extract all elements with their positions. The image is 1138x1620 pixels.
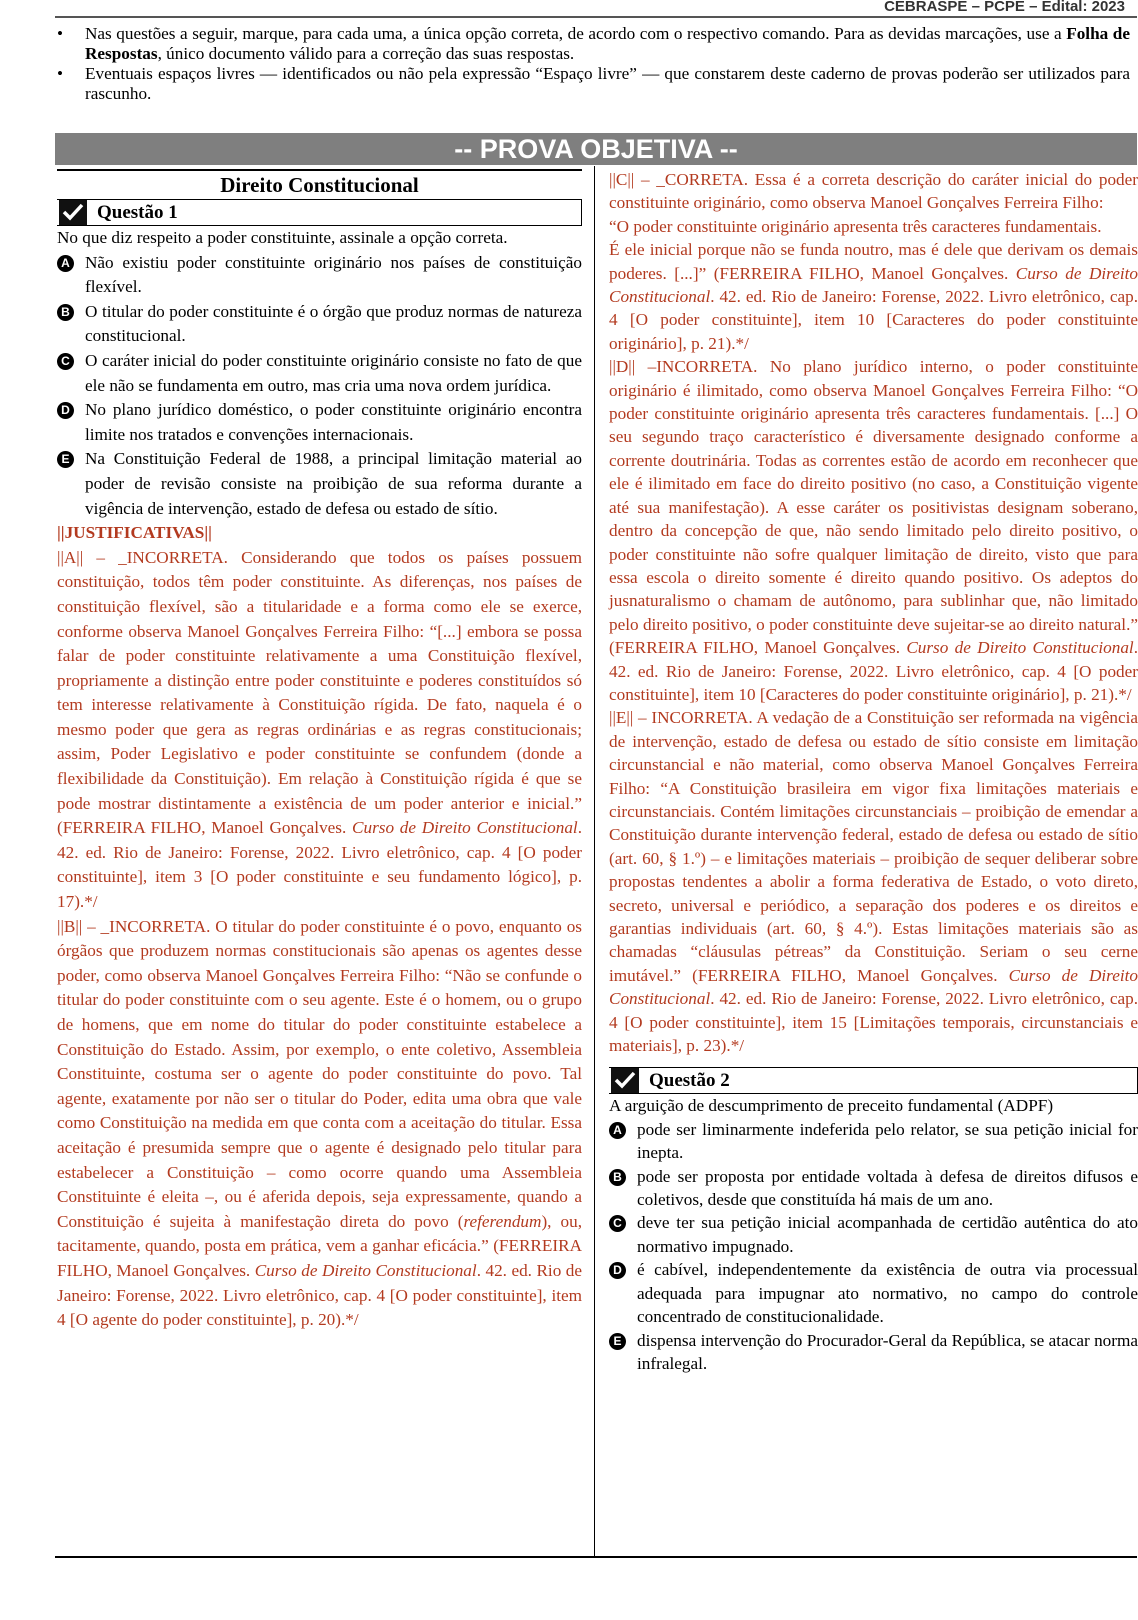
check-arrow-icon <box>611 1068 639 1093</box>
q1-option-e[interactable]: E Na Constituição Federal de 1988, a principal limitação material ao poder de revisão consiste na proibição de sua reforma durante a vigência de intervenção, estado de defesa ou estado de sítio. <box>57 447 582 521</box>
option-c-icon: C <box>57 353 74 370</box>
option-a-icon: A <box>609 1122 626 1139</box>
q1-option-b[interactable]: B O titular do poder constituinte é o órgão que produz normas de natureza constitucional. <box>57 300 582 349</box>
justification-a: ||A|| – _INCORRETA. Considerando que todos os países possuem constituição, todos têm poder constituinte. As diferenças, nos países de constituição flexível, são a titularidade e a forma como ele se exerce, conforme observa Manoel Gonçalves Ferreira Filho: “[...] embora se possa falar de poder constituinte relativamente a uma Constituição flexível, propriamente a distinção entre poder constituinte e poderes constituídos só tem interesse relativamente à Constituição rígida. De fato, naquela é o mesmo poder que gera as regras ordinárias e as regras constitucionais; assim, Poder Legislativo e poder constituinte se confundem (donde a flexibilidade da Constituição). Em relação à Constituição rígida é que se pode mostrar distintamente a existência de um poder anterior e inicial.” (FERREIRA FILHO, Manoel Gonçalves. Curso de Direito Constitucional. 42. ed. Rio de Janeiro: Forense, 2022. Livro eletrônico, cap. 4 [O poder constituinte], item 3 [O poder constituinte e seu fundamento lógico], p. 17).*/ <box>57 547 582 912</box>
section-title: Direito Constitucional <box>57 169 582 199</box>
question-1-header <box>57 199 582 226</box>
q2-option-c[interactable]: C deve ter sua petição inicial acompanhada de certidão autêntica do ato normativo impugnado. <box>609 1211 1138 1258</box>
option-b-icon: B <box>57 304 74 321</box>
instructions <box>55 24 1130 104</box>
instruction-item: • Nas questões a seguir, marque, para cada uma, a única opção correta, de acordo com o respectivo comando. Para as devidas marcações, use a Folha de Respostas, único documento válido para a correção das suas respostas. <box>57 24 1130 63</box>
bullet-icon: • <box>57 24 64 43</box>
right-column <box>609 168 1138 1375</box>
justification-d: ||D|| –INCORRETA. No plano jurídico interno, o poder constituinte originário é ilimitado, como observa Manoel Gonçalves Ferreira Filho: “O poder constituinte originário apresenta três caracteres fundamentais. [...] O seu segundo traço característico é diversamente designado conforme a corrente doutrinária. Todas as correntes estão de acordo em reconhecer que ele é ilimitado em face do direito positivo (no caso, a Constituição vigente até sua manifestação). A esse caráter os positivistas designam soberano, dentro da concepção de que, não sendo limitado pelo direito positivo, o poder constituinte não sofre qualquer limitação de direito, visto que para essa escola o direito somente é direito quando positivo. Os adeptos do jusnaturalismo o chamam de autônomo, para sublinhar que, não limitado pelo direito positivo, o poder constituinte deve sujeitar-se ao direito natural.” (FERREIRA FILHO, Manoel Gonçalves. Curso de Direito Constitucional. 42. ed. Rio de Janeiro: Forense, 2022. Livro eletrônico, cap. 4 [O poder constituinte], item 10 [Caracteres do poder constituinte originário], p. 21).*/ <box>609 357 1138 704</box>
question-1-label: Questão 1 <box>97 202 178 223</box>
option-a-icon: A <box>57 255 74 272</box>
option-c-icon: C <box>609 1215 626 1232</box>
question-2-label: Questão 2 <box>649 1070 730 1092</box>
bullet-icon: • <box>57 64 64 83</box>
q1-option-a[interactable]: A Não existiu poder constituinte originário nos países de constituição flexível. <box>57 251 582 300</box>
question-1-stem: No que diz respeito a poder constituinte, assinale a opção correta. <box>57 228 508 247</box>
column-divider <box>594 166 595 1556</box>
justification-c: ||C|| – _CORRETA. Essa é a correta descrição do caráter inicial do poder constituinte originário, como observa Manoel Gonçalves Ferreira Filho: “O poder constituinte originário apresenta três caracteres fundamentais. É ele inicial porque não se funda noutro, mas é dele que derivam os demais poderes. [...]” (FERREIRA FILHO, Manoel Gonçalves. Curso de Direito Constitucional. 42. ed. Rio de Janeiro: Forense, 2022. Livro eletrônico, cap. 4 [O poder constituinte], item 10 [Caracteres do poder constituinte originário], p. 21).*/ <box>609 170 1138 353</box>
q2-option-b[interactable]: B pode ser proposta por entidade voltada à defesa de direitos difusos e coletivos, desde que constituída há mais de um ano. <box>609 1165 1138 1212</box>
justification-e: ||E|| – INCORRETA. A vedação de a Constituição ser reformada na vigência de intervenção, estado de defesa ou estado de sítio consiste em limitação circunstancial e não material, como observa Manoel Gonçalves Ferreira Filho: “A Constituição brasileira em vigor fixa limitações materiais e circunstanciais. Contém limitações circunstanciais – proibição de emendar a Constituição durante intervenção federal, estado de defesa ou estado de sítio (art. 60, § 1.º) – e limitações materiais – proibição de sequer deliberar sobre propostas tendentes a abolir a forma federativa de Estado, o voto direto, secreto, universal e periódico, a separação dos poderes e os direitos e garantias individuais (art. 60, § 4.º). Estas limitações materiais são as chamadas “cláusulas pétreas” da Constituição. Seriam o seu cerne imutável.” (FERREIRA FILHO, Manoel Gonçalves. Curso de Direito Constitucional. 42. ed. Rio de Janeiro: Forense, 2022. Livro eletrônico, cap. 4 [O poder constituinte], item 15 [Limitações temporais, circunstanciais e materiais], p. 23).*/ <box>609 708 1138 1056</box>
option-d-icon: D <box>609 1262 626 1279</box>
option-e-icon: E <box>57 451 74 468</box>
section-banner: -- PROVA OBJETIVA -- <box>55 133 1137 165</box>
bottom-rule <box>55 1556 1137 1558</box>
q2-option-d[interactable]: D é cabível, independentemente da existência de outra via processual adequada para impugnar ato normativo, no campo do controle concentrado de constitucionalidade. <box>609 1258 1138 1328</box>
question-2-stem: A arguição de descumprimento de preceito fundamental (ADPF) <box>609 1096 1054 1116</box>
justification-b: ||B|| – _INCORRETA. O titular do poder constituinte é o povo, enquanto os órgãos que produzem normas constitucionais são apenas os agentes desse poder, como observa Manoel Gonçalves Ferreira Filho: “Não se confunde o titular do poder constituinte com o seu agente. Este é o homem, ou o grupo de homens, que em nome do titular do poder constituinte estabelece a Constituição do Estado. Assim, por exemplo, o ente coletivo, Assembleia Constituinte, costuma ser o agente do poder constituinte do povo. Tal agente, exatamente por não ser o titular do Poder, edita uma obra que vale como Constituição na medida em que conta com a aceitação do titular. Essa aceitação é presumida sempre que o agente é designado pelo titular para estabelecer a Constituição – como ocorre quando uma Assembleia Constituinte é eleita –, ou é aferida depois, seja expressamente, quando a Constituição é sujeita à manifestação direta do povo (referendum), ou, tacitamente, quando, posta em prática, vem a ganhar eficácia.” (FERREIRA FILHO, Manoel Gonçalves. Curso de Direito Constitucional. 42. ed. Rio de Janeiro: Forense, 2022. Livro eletrônico, cap. 4 [O poder constituinte], item 4 [O agente do poder constituinte], p. 20).*/ <box>57 916 583 1330</box>
question-2-header <box>609 1067 1138 1094</box>
justifications-heading: ||JUSTIFICATIVAS|| <box>57 523 212 543</box>
q1-option-c[interactable]: C O caráter inicial do poder constituinte originário consiste no fato de que ele não se fundamenta em outro, mas cria uma nova ordem jurídica. <box>57 349 582 398</box>
exam-header: CEBRASPE – PCPE – Edital: 2023 <box>884 0 1125 15</box>
q2-option-e[interactable]: E dispensa intervenção do Procurador-Geral da República, se atacar norma infralegal. <box>609 1329 1138 1376</box>
q2-option-a[interactable]: A pode ser liminarmente indeferida pelo relator, se sua petição inicial for inepta. <box>609 1118 1138 1165</box>
check-arrow-icon <box>59 200 87 225</box>
q1-option-d[interactable]: D No plano jurídico doméstico, o poder constituinte originário encontra limite nos tratados e convenções internacionais. <box>57 398 582 447</box>
option-e-icon: E <box>609 1333 626 1350</box>
option-b-icon: B <box>609 1169 626 1186</box>
header-rule <box>55 16 1137 18</box>
left-column <box>57 168 582 1333</box>
instruction-item: • Eventuais espaços livres — identificados ou não pela expressão “Espaço livre” — que constarem deste caderno de provas poderão ser utilizados para rascunho. <box>57 64 1130 103</box>
option-d-icon: D <box>57 402 74 419</box>
